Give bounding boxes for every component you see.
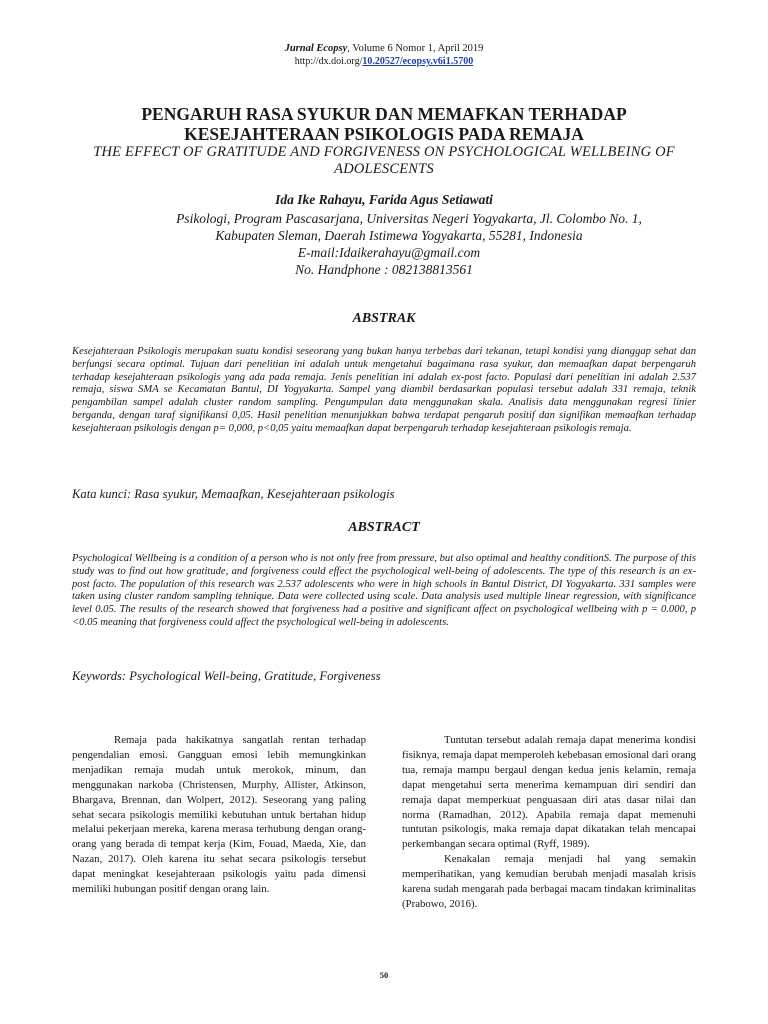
journal-name: Jurnal Ecopsy — [284, 43, 348, 54]
paragraph: Remaja pada hakikatnya sangatlah rentan terhadap pengendalian emosi. Gangguan emosi lebih memungkinkan menjadikan remaja mudah untuk merokok, minum, dan menggunakan narkoba (Christensen, Murphy, Allister, Atkinson, Bhargava, Brennan, dan Wolpert, 2012). Seseorang yang paling sehat secara psikologis memiliki kebutuhan untuk bertahan hidup melalui pekerjaan mereka, karena merasa terhubung dengan orang-orang yang berada di tempat kerja (Kim, Fouad, Maeda, Xie, dan Nazan, 2017). Oleh karena itu sehat secara psikologis tersebut dapat meningkat kesejahteraan psikologis yaitu pada dimensi memiliki hubungan positif dengan orang lain. — [72, 734, 366, 896]
paragraph: Kenakalan remaja menjadi hal yang semakin memperihatikan, yang kemudian berubah menjadi masalah krisis karena sudah mengarah pada berbagai macam tindakan kriminalitas (Prabowo, 2016). — [402, 853, 696, 910]
affiliation — [0, 210, 768, 278]
abstract-heading: ABSTRACT — [348, 520, 420, 535]
abstract-text: Psychological Wellbeing is a condition of a person who is not only free from pressure, but also optimal and healthy conditionS. The purpose of this study was to find out how gratitude, and forgiveness could effect the psychological well-being of adolescents. The type of this research is an ex-post facto. The population of this research was 2.537 adolescents who were in high schools in Bantul District, DI Yogyakarta. 331 samples were taken using cluster random sampling tehnique. Data were collected using scale. Data analysis used multiple linear regression, with significance level 0.05. The results of the research showed that forgiveness had a positive and significant affect on psychological wellbeing with p = 0.000, p <0.05 meaning that forgiveness could affect the psychological well-being in adolescents. — [72, 553, 696, 628]
email: E-mail:Idaikerahayu@gmail.com — [297, 245, 481, 260]
kata-kunci: Kata kunci: Rasa syukur, Memaafkan, Kesejahteraan psikologis — [72, 487, 395, 501]
journal-header — [0, 42, 768, 55]
title-line-2: KESEJAHTERAAN PSIKOLOGIS PADA REMAJA — [184, 124, 584, 144]
body-left-column — [72, 733, 366, 897]
affiliation-line-2: Kabupaten Sleman, Daerah Istimewa Yogyakarta, 55281, Indonesia — [215, 228, 583, 243]
page-number: 50 — [379, 970, 389, 980]
abstrak-heading: ABSTRAK — [352, 311, 416, 326]
abstrak-text: Kesejahteraan Psikologis merupakan suatu kondisi seseorang yang bukan hanya terbebas dari tekanan, tetapi kondisi yang dianggap sehat dan berfungsi secara optimal. Tujuan dari penelitian ini adalah untuk mengetahui bagaimana rasa syukur, dan memaafkan dapat berpengaruh terhadap kesejahteraan psikologis yang ada pada remaja. Jenis penelitian ini adalah ex-post facto. Populasi dari penelitian ini adalah 2.537 remaja, siswa SMA se Kecamatan Bantul, DI Yogyakarta. Sampel yang diambil berdasarkan populasi tersebut adalah 331 remaja, teknik pengambilan sampel adalah cluster random sampling. Pengumpulan data menggunakan skala. Analisis data menggunakan regresi linier berganda, dengan taraf signifikansi 0,05. Hasil penelitian menunjukkan bahwa terdapat pengaruh positif dan signifikan memaafkan terhadap kesejahteraan psikologis dengan p= 0,000, p<0,05 yaitu memaafkan dapat berpengaruh terhadap kesejahteraan psikologis remaja. — [72, 346, 696, 434]
doi-line — [0, 55, 768, 68]
doi-prefix: http://dx.doi.org/ — [294, 56, 363, 67]
title-line-1: PENGARUH RASA SYUKUR DAN MEMAFKAN TERHADAP — [141, 104, 627, 124]
body-right-column — [402, 733, 696, 912]
authors: Ida Ike Rahayu, Farida Agus Setiawati — [275, 192, 493, 207]
affiliation-line-1: Psikologi, Program Pascasarjana, Universitas Negeri Yogyakarta, Jl. Colombo No. 1, — [176, 211, 642, 226]
paper-title — [70, 104, 698, 144]
paragraph: Tuntutan tersebut adalah remaja dapat menerima kondisi fisiknya, remaja dapat memperoleh kebebasan emosional dari orang tua, remaja mampu bergaul dengan kedua jenis kelamin, remaja dapat mengetahui serta menerima kemampuan diri sendiri dan remaja dapat memperkuat penguasaan diri atas dasar nilai dan norma (Ramadhan, 2012). Apabila remaja dapat memenuhi tuntutan psikologis, maka remaja dapat dikatakan telah mencapai perkembangan secara optimal (Ryff, 1989). — [402, 734, 696, 851]
doi-link[interactable]: 10.20527/ecopsy.v6i1.5700 — [362, 56, 474, 67]
phone: No. Handphone : 082138813561 — [295, 262, 473, 277]
keywords: Keywords: Psychological Well-being, Gratitude, Forgiveness — [72, 669, 381, 683]
journal-volume: , Volume 6 Nomor 1, April 2019 — [347, 43, 484, 54]
english-title: THE EFFECT OF GRATITUDE AND FORGIVENESS ON PSYCHOLOGICAL WELLBEING OF ADOLESCENTS — [93, 144, 675, 177]
